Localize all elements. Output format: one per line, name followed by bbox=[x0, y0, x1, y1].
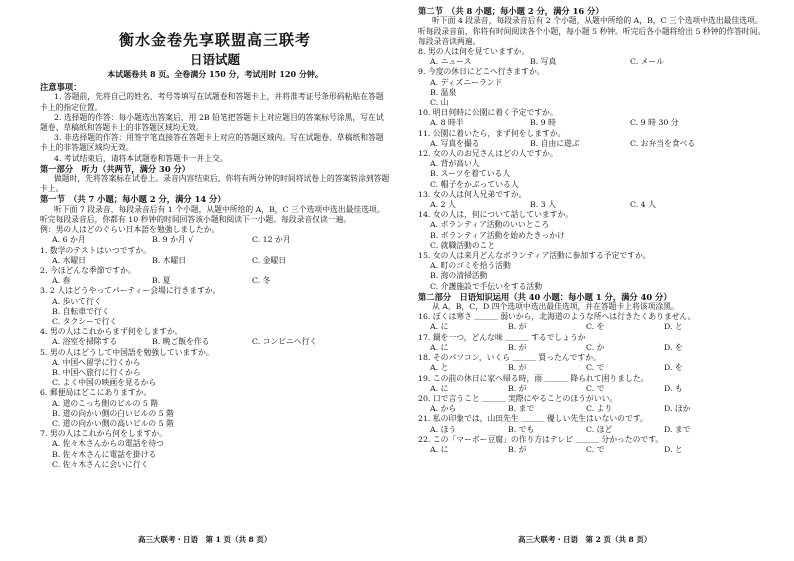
option: A. 歩いて行く bbox=[52, 296, 102, 306]
option: C. 12 か月 bbox=[252, 235, 291, 245]
note-item: 2. 选择题的作答：每小题选出答案后，用 2B 铅笔把答题卡上对应题目的答案标号涂黑，写在试题卷、草稿纸和答题卡上的非答题区域均无效。 bbox=[40, 112, 384, 132]
option: D. を bbox=[664, 363, 683, 373]
option: C. か bbox=[586, 342, 605, 352]
option-row bbox=[40, 337, 390, 347]
part2-heading: 第二部分 日语知识运用（共 40 小题：每小题 1 分，满分 40 分） bbox=[418, 291, 672, 302]
question-text: 7. 男の人はこれから何をしますか。 bbox=[40, 429, 167, 439]
part1-heading: 第一部分 听力（共两节，满分 30 分） bbox=[40, 163, 191, 174]
option: B. が bbox=[508, 383, 527, 393]
option-row bbox=[40, 276, 390, 286]
question-text: 3. 2 人はどうやってパーティー会場に行きますか。 bbox=[40, 286, 221, 296]
option: B. 自由に遊ぶ bbox=[530, 138, 580, 148]
option: C. コンビニへ行く bbox=[252, 337, 318, 347]
option: A. 町のゴミを拾う活動 bbox=[430, 261, 511, 271]
option: C. 帽子をかぶっている人 bbox=[430, 179, 519, 189]
question-text: 21. 私の印象では，山田先生 ＿＿＿ 優しい先生はいないのです。 bbox=[418, 414, 648, 424]
option: B. 温泉 bbox=[430, 87, 457, 97]
exam-title: 衡水金卷先享联盟高三联考 bbox=[118, 31, 311, 49]
option: B. 中国へ旅行に行くから bbox=[52, 367, 141, 377]
option: B. 自転車で行く bbox=[52, 306, 110, 316]
option: A. ボランティア活動のいいところ bbox=[430, 220, 550, 230]
option: B. まで bbox=[508, 404, 535, 414]
option: A. 2 人 bbox=[430, 199, 456, 209]
section1-intro: 听下面 7 段录音，每段录音后有 1 个小题，从题中所给的 A，B，C 三个选项中选出最佳选项。听完每段录音后，你都有 10 秒钟的时间回答该小题和阅读下一小题。每段录音仅读一遍。 bbox=[40, 204, 385, 224]
option: B. 9 時 bbox=[530, 118, 556, 128]
option: D. ほか bbox=[664, 404, 691, 414]
page-footer: 高三大联考・日语 第 2 页（共 8 页） bbox=[518, 535, 652, 544]
option: D. を bbox=[664, 342, 683, 352]
option: C. 9 時 30 分 bbox=[630, 118, 679, 128]
question-text: 9. 今度の休日にどこへ行きますか。 bbox=[418, 67, 545, 77]
option-row bbox=[418, 322, 768, 332]
option: C. メール bbox=[630, 57, 664, 67]
note-item: 4. 考试结束后，请将本试题卷和答题卡一并上交。 bbox=[54, 153, 228, 163]
question-text: 20. 口で言うこと ＿＿＿ 実際にやることのほうがいい。 bbox=[418, 393, 618, 403]
option-row bbox=[418, 384, 768, 394]
question-text: 4. 男の人はこれからまず何をしますか。 bbox=[40, 327, 183, 337]
option: B. が bbox=[508, 322, 527, 332]
option: B. が bbox=[508, 444, 527, 454]
option-row bbox=[418, 200, 768, 210]
option: A. 8 時半 bbox=[430, 118, 464, 128]
option: C. より bbox=[586, 404, 613, 414]
question-text: 10. 明日何時に公園に着く予定ですか。 bbox=[418, 108, 558, 118]
option: A. 浴室を掃除する bbox=[52, 337, 118, 347]
section2-intro: 听下面 4 段录音，每段录音后有 2 个小题，从题中所给的 A，B，C 三个选项中选出最佳选项。听每段录音前，你将有时间阅读各个小题，每小题 5 秒钟。听完后各小题将给出 5 秒钟的作答时间。每段录音读两遍。 bbox=[418, 16, 766, 46]
option: C. よく中国の映画を見るから bbox=[52, 378, 157, 388]
question-text: 14. 女の人は，何について話していますか。 bbox=[418, 210, 574, 220]
option: A. 水曜日 bbox=[52, 255, 86, 265]
question-text: 13. 女の人は何人兄弟ですか。 bbox=[418, 189, 527, 199]
note-item: 1. 答题前，先将自己的姓名、考号等填写在试题卷和答题卡上，并将准考证号条形码粘贴在答题卡上的指定位置。 bbox=[40, 92, 384, 112]
option: C. 冬 bbox=[252, 276, 271, 286]
option: C. で bbox=[586, 444, 605, 454]
option: D. と bbox=[664, 322, 683, 332]
question-text: 18. そのパソコン，いくら ＿＿＿ 買ったんですか。 bbox=[418, 353, 601, 363]
question-text: 16. ぼくは寒さ ＿＿＿ 弱いから，北海道のような所へは行きたくありません。 bbox=[418, 312, 696, 322]
option: C. 金曜日 bbox=[252, 255, 287, 265]
question-text: 22. この「マーボー豆腐」の作り方はテレビ ＿＿＿ 分かったのです。 bbox=[418, 434, 664, 444]
option-row bbox=[418, 57, 768, 67]
option: A. 道のこっち側のビルの 5 階 bbox=[52, 398, 159, 408]
part2-intro: 从 A，B，C，D 四个选项中选出最佳选项，并在答题卡上将该项涂黑。 bbox=[432, 302, 679, 312]
option: A. 春 bbox=[52, 276, 71, 286]
option: C. 就職活動のこと bbox=[430, 240, 496, 250]
option: B. 海の清掃活動 bbox=[430, 271, 488, 281]
option: D. まで bbox=[664, 424, 691, 434]
option: C. を bbox=[586, 322, 605, 332]
right-page bbox=[418, 0, 768, 561]
option: A. から bbox=[430, 404, 457, 414]
option-row bbox=[418, 343, 768, 353]
option-row bbox=[40, 256, 390, 266]
question-text: 19. この前の休日に家へ帰る時，雨 ＿＿＿ 降られて困りました。 bbox=[418, 373, 649, 383]
option: B. 道の向かい側の白いビルの 5 階 bbox=[52, 408, 174, 418]
listening-questions bbox=[40, 246, 390, 470]
option: B. が bbox=[508, 363, 527, 373]
exam-meta: 本试题卷共 8 页。全卷满分 150 分，考试用时 120 分钟。 bbox=[107, 69, 323, 79]
option: B. が bbox=[508, 342, 527, 352]
option: C. 山 bbox=[430, 97, 449, 107]
option-row bbox=[418, 445, 768, 455]
option: C. 佐々木さんに会いに行く bbox=[52, 459, 149, 469]
option-row bbox=[418, 425, 768, 435]
page-footer: 高三大联考・日语 第 1 页（共 8 页） bbox=[138, 535, 272, 544]
option: C. タクシーで行く bbox=[52, 316, 118, 326]
option-row bbox=[418, 139, 768, 149]
exam-subtitle: 日语试题 bbox=[189, 52, 240, 67]
option: B. 木曜日 bbox=[152, 255, 187, 265]
option: A. 写真を撮る bbox=[430, 138, 480, 148]
left-page bbox=[40, 0, 390, 561]
question-text: 2. 今ほどんな季節ですか。 bbox=[40, 265, 136, 275]
option: A. 中国へ留学に行くから bbox=[52, 357, 141, 367]
note-item: 3. 非选择题的作答：用签字笔直接答在答题卡上对应的答题区域内。写在试题卷、草稿纸和答题卡上的非答题区域均无效。 bbox=[40, 133, 384, 153]
notes-heading: 注意事项： bbox=[40, 82, 82, 92]
question-text: 15. 女の人は来月どんなボランティア活動に参加する予定ですか。 bbox=[418, 250, 651, 260]
section1-heading: 第一节 （共 7 小题；每小题 2 分，满分 14 分） bbox=[40, 194, 226, 205]
option: A. に bbox=[430, 383, 449, 393]
option: C. で bbox=[586, 383, 605, 393]
part1-intro: 做题时，先将答案标在试卷上。录音内容结束后，你将有两分钟的时间将试卷上的答案转涂到答题卡上。 bbox=[40, 174, 390, 194]
option: C. お弁当を食べる bbox=[630, 138, 696, 148]
option: B. 3 人 bbox=[530, 199, 556, 209]
option: A. 6 か月 bbox=[52, 235, 86, 245]
option: A. に bbox=[430, 444, 449, 454]
option: C. 道の向かい側の高いビルの 5 階 bbox=[52, 418, 174, 428]
option: A. ほう bbox=[430, 424, 457, 434]
option: C. で bbox=[586, 363, 605, 373]
option: B. 9 か月 √ bbox=[152, 235, 194, 245]
grammar-questions bbox=[418, 312, 768, 455]
question-text: 6. 郵便局はどこにありますか。 bbox=[40, 388, 152, 398]
option: A. と bbox=[430, 363, 449, 373]
question-text: 1. 数学のテストはいつですか。 bbox=[40, 245, 151, 255]
option: A. ニュース bbox=[430, 57, 472, 67]
option: B. 夏 bbox=[152, 276, 171, 286]
option-row bbox=[418, 118, 768, 128]
option: B. 写真 bbox=[530, 57, 557, 67]
section2-heading: 第二节 （共 8 小题；每小题 2 分，满分 16 分） bbox=[418, 6, 604, 16]
option: D. も bbox=[664, 383, 683, 393]
option: C. 4 人 bbox=[630, 199, 656, 209]
option: A. ディズニーランド bbox=[430, 77, 503, 87]
option: B. 佐々木さんに電話を掛ける bbox=[52, 449, 157, 459]
question-text: 12. 女の人のお兄さんはどの人ですか。 bbox=[418, 148, 558, 158]
option-row bbox=[418, 404, 768, 414]
option: A. 佐々木さんからの電話を待つ bbox=[52, 439, 164, 449]
option: B. スーツを着ている人 bbox=[430, 169, 511, 179]
example-question: 例：男の人はどのぐらい日本語を勉強しましたか。 bbox=[40, 225, 220, 235]
option: C. ほど bbox=[586, 424, 613, 434]
question-text: 11. 公園に着いたら，まず何をしますか。 bbox=[418, 128, 566, 138]
option: A. 背が高い人 bbox=[430, 159, 480, 169]
example-options bbox=[40, 235, 390, 245]
option: B. ボランティア活動を始めたきっかけ bbox=[430, 230, 565, 240]
option-row bbox=[418, 363, 768, 373]
option: B. でも bbox=[508, 424, 535, 434]
question-text: 17. 鍋を一つ，どんな味 ＿＿＿ するでしょうか bbox=[418, 332, 586, 342]
option: D. と bbox=[664, 444, 683, 454]
option: A. に bbox=[430, 342, 449, 352]
option: B. 晩ご飯を作る bbox=[152, 337, 210, 347]
question-text: 5. 男の人はどうして中国語を勉強していますか。 bbox=[40, 347, 214, 357]
option: C. 介護施設で手伝いをする活動 bbox=[430, 281, 543, 291]
question-text: 8. 男の人は何を見ていますか。 bbox=[418, 46, 530, 56]
listening-questions-2 bbox=[418, 47, 768, 292]
option: A. に bbox=[430, 322, 449, 332]
